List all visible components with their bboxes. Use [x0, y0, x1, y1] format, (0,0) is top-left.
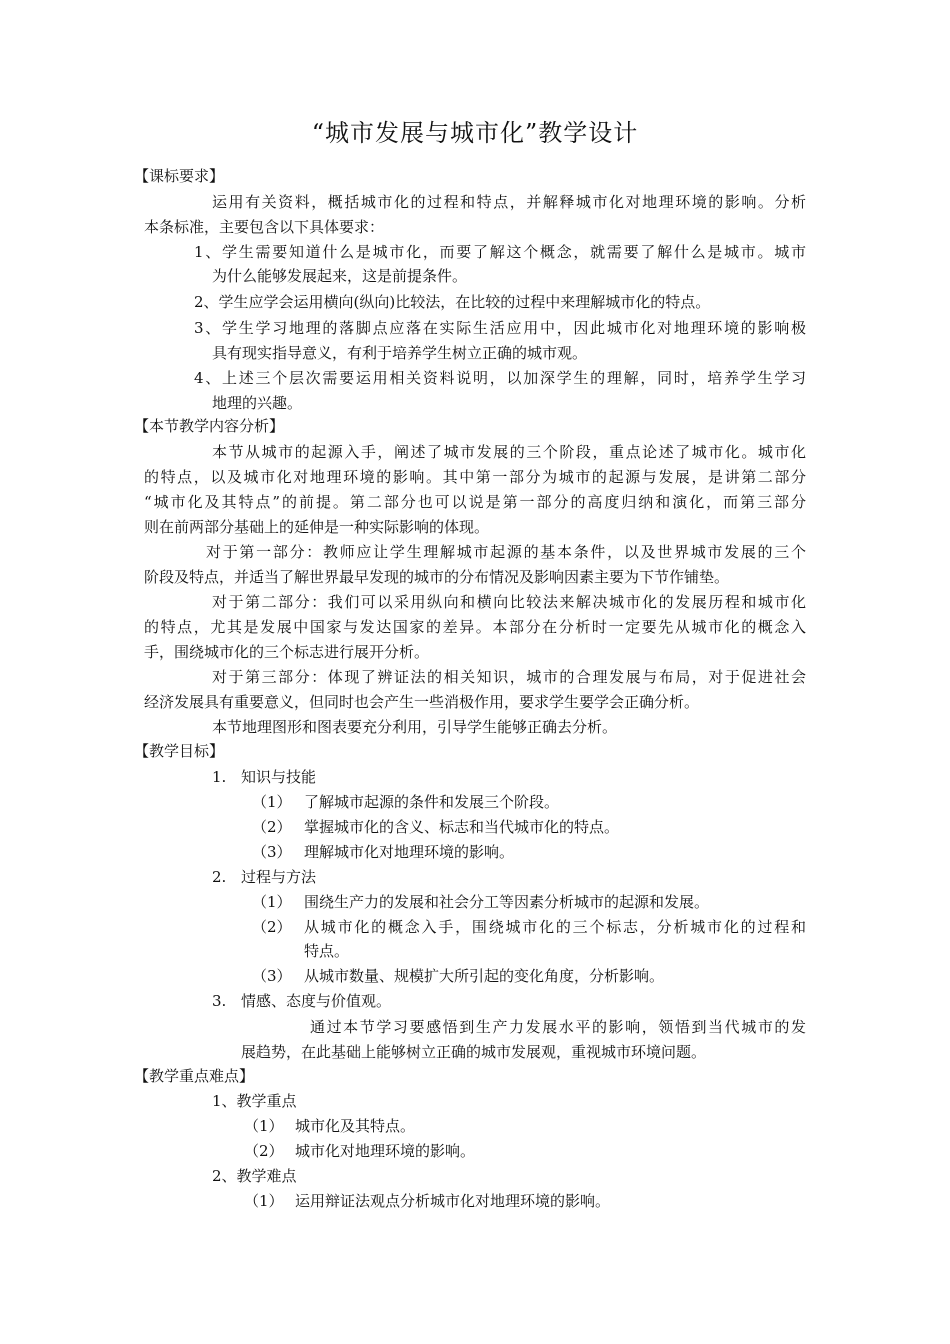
- paragraph-line: 本条标准，主要包含以下具体要求：: [144, 218, 385, 236]
- list-item: 2、学生应学会运用横向(纵向)比较法，在比较的过程中来理解城市化的特点。: [194, 293, 711, 311]
- section-heading-curriculum: 【课标要求】: [134, 167, 225, 185]
- paragraph-line: 手，围绕城市化的三个标志进行展开分析。: [144, 643, 430, 661]
- paragraph-line: 运用有关资料，概括城市化的过程和特点，并解释城市化对地理环境的影响。分析: [212, 193, 806, 211]
- sub-item-number: （1）: [252, 793, 292, 811]
- list-item-continuation: 具有现实指导意义，有利于培养学生树立正确的城市观。: [212, 344, 588, 362]
- page-title: “城市发展与城市化”教学设计: [311, 119, 639, 147]
- paragraph-line: “城市化及其特点”的前提。第二部分也可以说是第一部分的高度归纳和演化，而第三部分: [144, 493, 806, 511]
- list-item: 3、学生学习地理的落脚点应落在实际生活应用中，因此城市化对地理环境的影响极: [194, 319, 806, 337]
- sub-item-number: （1）: [252, 893, 292, 911]
- sub-item-continuation: 特点。: [304, 942, 350, 960]
- objective-number: 3.: [212, 992, 227, 1010]
- paragraph-line: 则在前两部分基础上的延伸是一种实际影响的体现。: [144, 518, 490, 536]
- objective-heading: 情感、态度与价值观。: [241, 992, 392, 1010]
- paragraph-line: 本节地理图形和图表要充分利用，引导学生能够正确去分析。: [212, 718, 618, 736]
- objective-heading: 过程与方法: [241, 868, 317, 886]
- sub-item-text: 城市化及其特点。: [295, 1117, 416, 1135]
- list-item-continuation: 为什么能够发展起来，这是前提条件。: [212, 267, 468, 285]
- sub-item-text: 了解城市起源的条件和发展三个阶段。: [304, 793, 560, 811]
- list-item: 4、上述三个层次需要运用相关资料说明，以加深学生的理解，同时，培养学生学习: [194, 369, 806, 387]
- subsection-heading: 2、教学难点: [212, 1167, 297, 1185]
- objective-heading: 知识与技能: [241, 768, 317, 786]
- sub-item-text: 从城市数量、规模扩大所引起的变化角度，分析影响。: [304, 967, 665, 985]
- sub-item-text: 运用辩证法观点分析城市化对地理环境的影响。: [295, 1192, 611, 1210]
- sub-item-number: （1）: [244, 1192, 284, 1210]
- paragraph-line: 经济发展具有重要意义，但同时也会产生一些消极作用，要求学生要学会正确分析。: [144, 693, 700, 711]
- section-heading-content-analysis: 【本节教学内容分析】: [134, 417, 285, 435]
- paragraph-line: 的特点，尤其是发展中国家与发达国家的差异。本部分在分析时一定要先从城市化的概念入: [144, 618, 806, 636]
- subsection-heading: 1、教学重点: [212, 1092, 297, 1110]
- paragraph-line: 本节从城市的起源入手，阐述了城市发展的三个阶段，重点论述了城市化。城市化: [212, 443, 806, 461]
- sub-item-number: （1）: [244, 1117, 284, 1135]
- sub-item-text: 理解城市化对地理环境的影响。: [304, 843, 515, 861]
- paragraph-line: 对于第一部分：教师应让学生理解城市起源的基本条件，以及世界城市发展的三个: [206, 543, 806, 561]
- sub-item-number: （2）: [252, 818, 292, 836]
- sub-item-number: （3）: [252, 843, 292, 861]
- paragraph-line: 阶段及特点，并适当了解世界最早发现的城市的分布情况及影响因素主要为下节作铺垫。: [144, 568, 730, 586]
- paragraph-line: 对于第二部分：我们可以采用纵向和横向比较法来解决城市化的发展历程和城市化: [212, 593, 806, 611]
- sub-item-text: 从城市化的概念入手，围绕城市化的三个标志，分析城市化的过程和: [304, 918, 806, 936]
- paragraph-line: 的特点，以及城市化对地理环境的影响。其中第一部分为城市的起源与发展，是讲第二部分: [144, 468, 806, 486]
- section-heading-objectives: 【教学目标】: [134, 742, 225, 760]
- sub-item-number: （2）: [244, 1142, 284, 1160]
- paragraph-line: 展趋势，在此基础上能够树立正确的城市发展观，重视城市环境问题。: [241, 1043, 707, 1061]
- sub-item-text: 围绕生产力的发展和社会分工等因素分析城市的起源和发展。: [304, 893, 710, 911]
- paragraph-line: 对于第三部分：体现了辨证法的相关知识，城市的合理发展与布局，对于促进社会: [212, 668, 806, 686]
- section-heading-key-points: 【教学重点难点】: [134, 1067, 255, 1085]
- objective-number: 2.: [212, 868, 227, 886]
- sub-item-text: 掌握城市化的含义、标志和当代城市化的特点。: [304, 818, 620, 836]
- sub-item-number: （3）: [252, 967, 292, 985]
- list-item: 1、学生需要知道什么是城市化，而要了解这个概念，就需要了解什么是城市。城市: [194, 243, 806, 261]
- sub-item-number: （2）: [252, 918, 292, 936]
- list-item-continuation: 地理的兴趣。: [212, 394, 303, 412]
- sub-item-text: 城市化对地理环境的影响。: [295, 1142, 476, 1160]
- objective-number: 1.: [212, 768, 227, 786]
- paragraph-line: 通过本节学习要感悟到生产力发展水平的影响，领悟到当代城市的发: [310, 1018, 806, 1036]
